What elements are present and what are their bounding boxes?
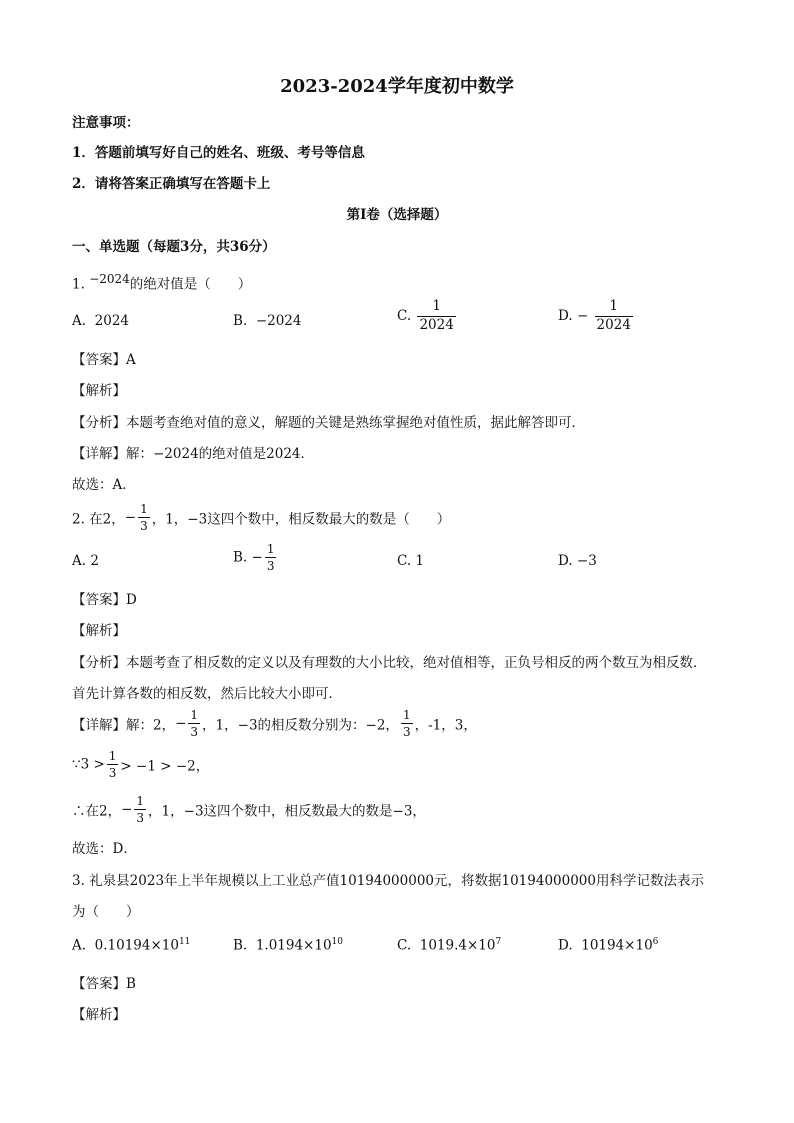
- q3-option-b-label: B.: [233, 937, 248, 954]
- q2-detail: [72, 709, 477, 738]
- q2-analysis-label: [72, 619, 126, 639]
- q2-detail-denominator-2: 3: [402, 725, 411, 739]
- q1-prefix: 1.: [72, 276, 85, 293]
- q2-detail-mid: ，1，−3的相反数分别为：−2，: [202, 717, 399, 734]
- q2-sign: −: [124, 509, 137, 526]
- q2-stem-text: ，1，−3这四个数中，相反数最大的数是（ ）: [151, 511, 451, 528]
- analysis-label: 【解析】: [72, 383, 126, 399]
- q2-option-c: C. 1: [397, 553, 425, 569]
- q1-option-a-value: 2024: [94, 313, 129, 329]
- answer-label: 【答案】: [72, 976, 126, 992]
- q2-option-b-label: B.: [233, 549, 248, 566]
- section-title: 一、单选题（每题3分，共36分）: [72, 239, 276, 255]
- q2-therefore-fraction: [134, 795, 146, 824]
- fenxi-label: 【分析】: [72, 655, 126, 671]
- q3-answer-value: B: [126, 976, 136, 992]
- q2-option-b-numerator: 1: [266, 542, 275, 556]
- q2-fenxi-line-2: 首先计算各数的相反数，然后比较大小即可．: [72, 686, 342, 702]
- q1-analysis-label: [72, 379, 126, 399]
- q3-option-c-base: 1019.4×10: [419, 937, 496, 954]
- fenxi-label: 【分析】: [72, 415, 126, 431]
- q1-answer-value: A: [126, 352, 136, 368]
- q1-conclusion: 故选：A．: [72, 477, 136, 493]
- q3-option-d-base: 10194×10: [581, 937, 653, 954]
- q2-detail-numerator-1: 1: [190, 708, 199, 722]
- q2-detail-sign: −: [175, 715, 187, 732]
- q2-fenxi-text-1: 本题考查了相反数的定义以及有理数的大小比较，绝对值相等，正负号相反的两个数互为相反数．: [126, 655, 707, 671]
- q2-therefore: [72, 795, 426, 824]
- notice-item-1: 1．答题前填写好自己的姓名、班级、考号等信息: [72, 145, 365, 161]
- answer-label: 【答案】: [72, 592, 126, 608]
- q3-option-d-label: D.: [558, 937, 573, 954]
- q2-detail-fraction-2: [401, 709, 413, 738]
- q2-therefore-denominator: 3: [136, 811, 145, 825]
- q1-answer: [72, 348, 136, 368]
- q3-option-c: [397, 937, 501, 954]
- q2-conclusion: 故选：D．: [72, 841, 137, 857]
- q2-because-numerator: 1: [108, 749, 117, 763]
- q2-option-b: [233, 543, 278, 572]
- q1-option-c: [397, 300, 458, 332]
- q1-option-d-label: D.: [558, 308, 573, 324]
- q2-answer-value: D: [126, 592, 137, 608]
- q2-option-b-fraction: [265, 543, 277, 572]
- q2-fenxi-line-1: [72, 651, 707, 671]
- q1-option-b-value: −2024: [255, 313, 302, 329]
- q1-option-d-sign: −: [576, 308, 589, 324]
- q1-number: −2024: [89, 272, 130, 286]
- q1-option-a: [72, 313, 129, 329]
- q2-detail-numerator-2: 1: [402, 708, 411, 722]
- q1-option-c-fraction: [417, 300, 455, 332]
- q2-because-fraction: [107, 750, 119, 779]
- volume-title: 第Ⅰ卷（选择题）: [346, 207, 448, 223]
- q3-option-c-exponent: 7: [495, 937, 502, 947]
- q2-numerator: 1: [140, 502, 148, 516]
- q1-option-d-fraction: [595, 300, 633, 332]
- analysis-label: 【解析】: [72, 1007, 126, 1023]
- q1-option-b-label: B.: [233, 313, 248, 329]
- detail-label: 【详解】: [72, 717, 126, 734]
- q2-fraction: [138, 503, 150, 532]
- q2-stem: [72, 503, 450, 532]
- q1-fenxi-text: 本题考查绝对值的意义，解题的关键是熟练掌握绝对值性质，据此解答即可．: [126, 415, 585, 431]
- q2-therefore-numerator: 1: [136, 794, 145, 808]
- q2-answer: [72, 588, 137, 608]
- q2-therefore-sign: −: [121, 801, 133, 818]
- q2-because-pre: ∵3 >: [72, 756, 105, 773]
- q3-analysis-label: [72, 1003, 126, 1023]
- detail-label: 【详解】: [72, 446, 126, 462]
- q2-because-denominator: 3: [108, 766, 117, 780]
- q3-option-d: [558, 937, 658, 954]
- q2-therefore-pre: ∴在2，: [72, 803, 122, 820]
- q2-option-b-denominator: 3: [266, 559, 275, 573]
- q1-option-c-label: C.: [397, 308, 412, 324]
- q3-option-a-base: 0.10194×10: [94, 937, 179, 954]
- page-title: 2023-2024学年度初中数学: [280, 76, 514, 97]
- q3-option-b-exponent: 10: [331, 937, 343, 947]
- q1-option-c-denominator: 2024: [419, 316, 454, 333]
- notice-heading: 注意事项：: [72, 115, 140, 131]
- q3-answer: [72, 972, 136, 992]
- q1-detail: [72, 442, 314, 462]
- q3-option-a-label: A.: [72, 937, 87, 954]
- q3-option-a-exponent: 11: [178, 937, 191, 947]
- q3-stem-line-2: 为（ ）: [72, 904, 140, 920]
- q1-option-d-denominator: 2024: [596, 316, 631, 333]
- q1-fenxi: [72, 411, 585, 431]
- q2-because-post: > −1 > −2，: [120, 758, 210, 775]
- q3-option-d-exponent: 6: [652, 937, 659, 947]
- q3-option-b-base: 1.0194×10: [255, 937, 332, 954]
- answer-label: 【答案】: [72, 352, 126, 368]
- q2-detail-fraction-1: [188, 709, 200, 738]
- q3-option-c-label: C.: [397, 937, 412, 954]
- q2-option-d: D. −3: [558, 553, 597, 569]
- q1-detail-text: 解：−2024的绝对值是2024．: [126, 446, 315, 462]
- q3-stem-line-1: 3. 礼泉县2023年上半年规模以上工业总产值10194000000元，将数据10194000000用科学记数法表示: [72, 873, 704, 889]
- q1-option-c-numerator: 1: [432, 298, 441, 314]
- q3-option-a: [72, 937, 190, 954]
- q2-option-a: A. 2: [72, 553, 99, 569]
- q2-therefore-post: ，1，−3这四个数中，相反数最大的数是−3，: [148, 803, 426, 820]
- q2-option-b-sign: −: [251, 549, 263, 566]
- analysis-label: 【解析】: [72, 623, 126, 639]
- q1-option-d-numerator: 1: [609, 298, 619, 314]
- q1-stem-text: 的绝对值是（ ）: [129, 276, 252, 293]
- q1-stem: [72, 272, 251, 293]
- q2-prefix: 2. 在2，: [72, 511, 125, 528]
- q1-option-a-label: A.: [72, 313, 87, 329]
- q1-option-d: [558, 300, 635, 332]
- q3-option-b: [233, 937, 343, 954]
- q2-detail-pre: 解：2，: [126, 717, 176, 734]
- notice-item-2: 2．请将答案正确填写在答题卡上: [72, 176, 271, 192]
- q2-because: [72, 750, 209, 779]
- q2-detail-denominator-1: 3: [190, 725, 199, 739]
- q2-detail-post: ，-1，3，: [414, 717, 477, 734]
- q1-option-b: [233, 313, 301, 329]
- q2-denominator: 3: [140, 519, 148, 533]
